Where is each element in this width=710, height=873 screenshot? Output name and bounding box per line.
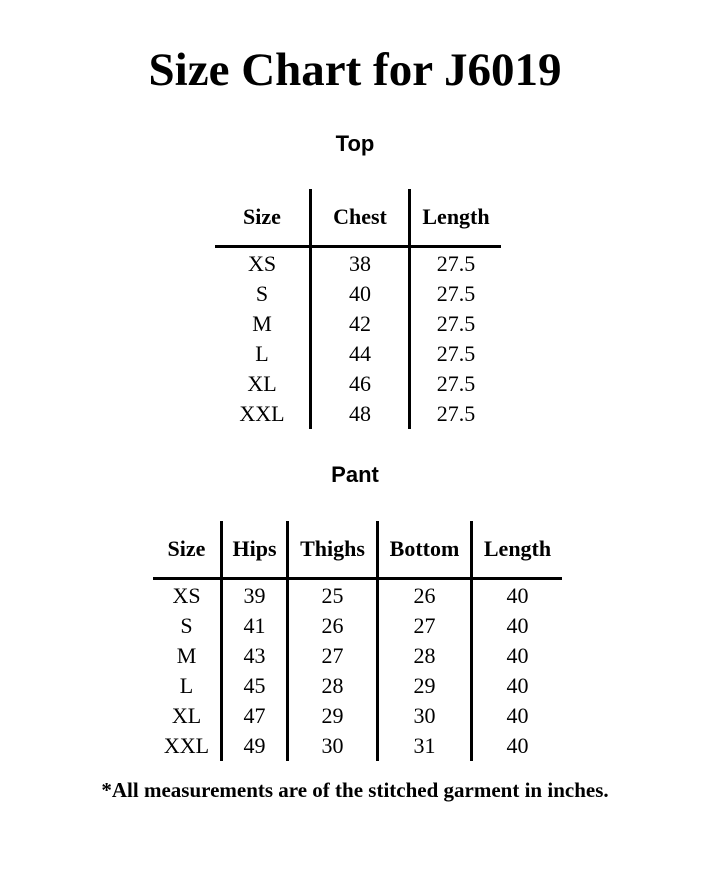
table-row — [215, 247, 501, 280]
pant-size-table — [153, 521, 562, 761]
pant-header-row — [153, 521, 562, 579]
table-row — [153, 641, 562, 671]
table-cell: 43 — [222, 641, 288, 671]
table-cell: 40 — [506, 643, 529, 668]
table-cell: 27.5 — [436, 341, 476, 366]
top-section-heading: Top — [335, 131, 375, 156]
table-row — [153, 579, 562, 612]
top-size-table — [215, 189, 501, 429]
table-cell: 40 — [506, 613, 529, 638]
table-cell: 27.5 — [436, 401, 476, 426]
table-row — [153, 671, 562, 701]
table-cell: XL — [153, 701, 222, 731]
table-cell: XXL — [153, 731, 222, 761]
page-title: Size Chart for J6019 — [148, 44, 562, 96]
table-cell: 40 — [506, 733, 529, 758]
table-cell: 31 — [378, 731, 472, 761]
table-cell: 30 — [378, 701, 472, 731]
column-header: Size — [215, 189, 311, 247]
table-cell: 29 — [288, 701, 378, 731]
table-cell: 30 — [288, 731, 378, 761]
table-cell: 25 — [288, 579, 378, 612]
table-row — [153, 731, 562, 761]
footnote: *All measurements are of the stitched garment in inches. — [101, 778, 609, 802]
table-cell: 29 — [378, 671, 472, 701]
column-header: Length — [472, 521, 563, 579]
column-header: Hips — [222, 521, 288, 579]
table-cell: 46 — [311, 369, 410, 399]
table-row — [215, 369, 501, 399]
column-header: Thighs — [288, 521, 378, 579]
table-cell: M — [215, 309, 311, 339]
table-row — [153, 701, 562, 731]
table-cell: 27.5 — [436, 371, 476, 396]
table-cell: 41 — [222, 611, 288, 641]
table-cell: XS — [215, 247, 311, 280]
column-header: Bottom — [378, 521, 472, 579]
table-cell: XL — [215, 369, 311, 399]
table-cell: 47 — [222, 701, 288, 731]
table-cell: 28 — [378, 641, 472, 671]
table-row — [215, 339, 501, 369]
table-cell: 26 — [288, 611, 378, 641]
table-cell: XS — [153, 579, 222, 612]
table-cell: 28 — [288, 671, 378, 701]
table-cell: L — [153, 671, 222, 701]
table-cell: 40 — [311, 279, 410, 309]
table-cell: M — [153, 641, 222, 671]
table-cell: 45 — [222, 671, 288, 701]
table-cell: 40 — [506, 673, 529, 698]
table-cell: 26 — [378, 579, 472, 612]
table-cell: 38 — [311, 247, 410, 280]
table-cell: 42 — [311, 309, 410, 339]
column-header: Chest — [311, 189, 410, 247]
table-row — [215, 279, 501, 309]
table-cell: 27 — [288, 641, 378, 671]
table-row — [153, 611, 562, 641]
table-cell: 27.5 — [436, 311, 476, 336]
column-header: Length — [410, 189, 502, 247]
table-cell: L — [215, 339, 311, 369]
table-cell: 40 — [506, 703, 529, 728]
table-cell: 39 — [222, 579, 288, 612]
table-cell: 40 — [506, 583, 529, 608]
table-cell: S — [153, 611, 222, 641]
table-cell: 44 — [311, 339, 410, 369]
pant-section-heading: Pant — [331, 462, 379, 487]
table-cell: 27.5 — [436, 251, 476, 276]
column-header: Size — [153, 521, 222, 579]
table-cell: 27 — [378, 611, 472, 641]
table-cell: XXL — [215, 399, 311, 429]
table-cell: S — [215, 279, 311, 309]
table-cell: 48 — [311, 399, 410, 429]
top-header-row — [215, 189, 501, 247]
table-row — [215, 309, 501, 339]
table-cell: 49 — [222, 731, 288, 761]
table-row — [215, 399, 501, 429]
table-cell: 27.5 — [436, 281, 476, 306]
